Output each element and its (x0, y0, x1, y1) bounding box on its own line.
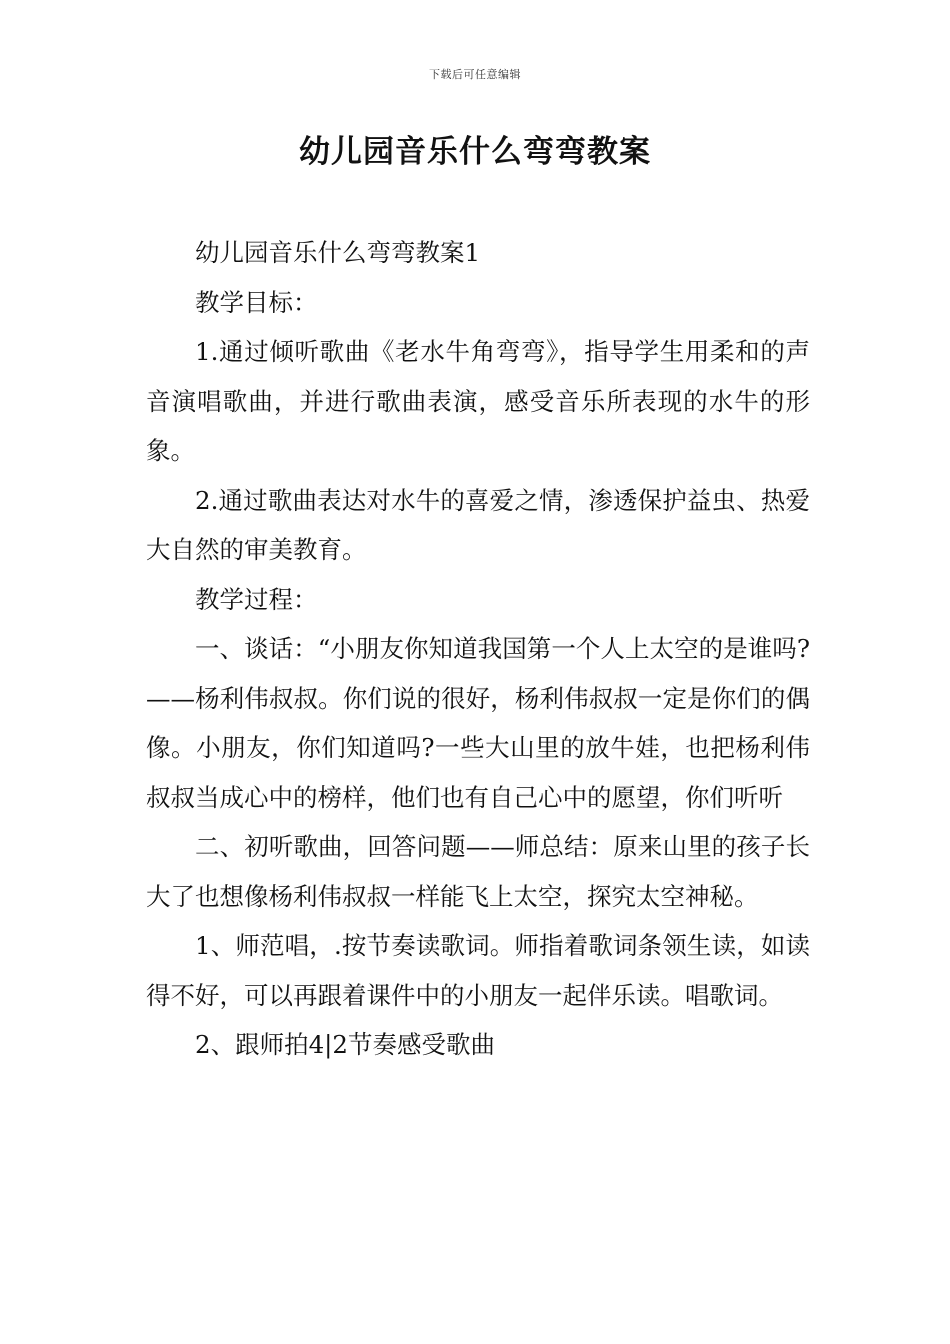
page-header-note: 下载后可任意编辑 (429, 68, 521, 81)
process-paragraph: 2、跟师拍4|2节奏感受歌曲 (195, 1030, 496, 1059)
objectives-heading: 教学目标： (195, 287, 318, 317)
document-title: 幼儿园音乐什么弯弯教案 (299, 134, 651, 170)
document-body (146, 228, 810, 1070)
process-paragraph: 二、初听歌曲，回答问题——师总结：原来山里的孩子长大了也想像杨利伟叔叔一样能飞上太空，探究太空神秘。 (146, 832, 810, 911)
objective-paragraph: 2.通过歌曲表达对水牛的喜爱之情，渗透保护益虫、热爱大自然的审美教育。 (146, 485, 810, 564)
process-paragraph: 一、谈话：“小朋友你知道我国第一个人上太空的是谁吗?——杨利伟叔叔。你们说的很好，杨利伟叔叔一定是你们的偶像。小朋友，你们知道吗?一些大山里的放牛娃，也把杨利伟叔叔当成心中的榜样，他们也有自己心中的愿望，你们听听 (146, 634, 810, 812)
objective-paragraph: 1.通过倾听歌曲《老水牛角弯弯》，指导学生用柔和的声音演唱歌曲，并进行歌曲表演，感受音乐所表现的水牛的形象。 (146, 337, 810, 465)
section-heading: 幼儿园音乐什么弯弯教案1 (195, 238, 481, 267)
process-heading: 教学过程： (195, 584, 318, 614)
process-paragraph: 1、师范唱，.按节奏读歌词。师指着歌词条领生读，如读得不好，可以再跟着课件中的小朋友一起伴乐读。唱歌词。 (146, 931, 810, 1010)
